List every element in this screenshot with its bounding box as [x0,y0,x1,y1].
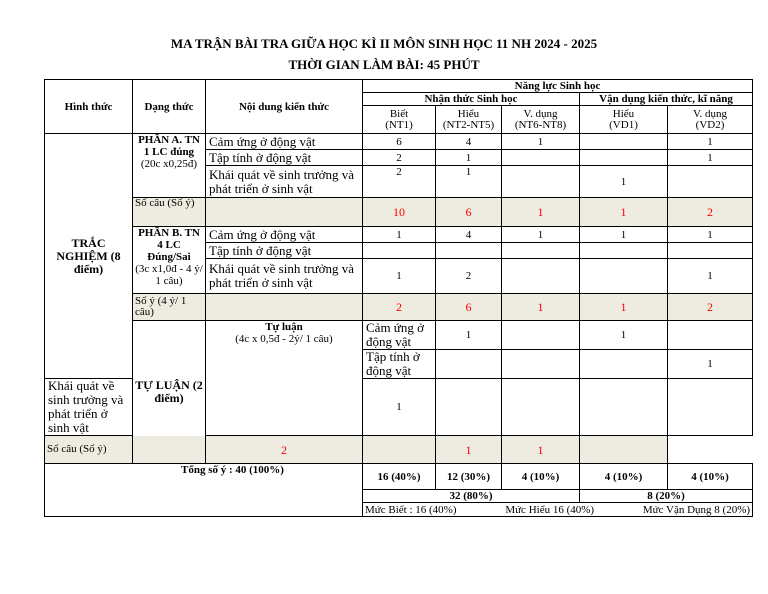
value-cell [502,321,580,350]
content-cell: Tập tính ở động vật [363,350,436,379]
header-vdung2: V. dụng (VD2) [668,106,753,134]
value-cell: 1 [668,350,753,379]
table-row [45,321,753,350]
table-row [45,227,753,243]
header-biet: Biết (NT1) [363,106,436,134]
header-noi-dung: Nội dung kiến thức [206,80,363,134]
empty-cell [206,294,363,321]
value-cell [580,379,668,436]
value-cell: 1 [580,166,668,198]
content-cell: Khái quát về sinh trưởng và phát triển ở sinh vật [206,259,363,294]
content-cell: Tập tính ở động vật [206,243,363,259]
value-cell: 2 [436,259,502,294]
content-cell: Cảm ứng ở động vật [206,134,363,150]
total-value: 12 (30%) [436,464,502,490]
total-label: Tổng số ý : 40 (100%) [45,464,363,517]
group-total-nhan-thuc: 32 (80%) [363,490,580,503]
summary-row [45,436,753,464]
header-hieu: Hiểu (NT2-NT5) [436,106,502,134]
value-cell [502,259,580,294]
muc-hieu: Mức Hiểu 16 (40%) [505,503,595,516]
content-cell: Cảm ứng ở động vật [363,321,436,350]
part-tu-luan: Tự luận (4c x 0,5đ - 2ý/ 1 câu) [206,321,363,436]
value-cell [580,243,668,259]
total-row [45,464,753,490]
summary-value: 10 [363,198,436,227]
value-cell: 1 [668,150,753,166]
summary-value: 1 [436,436,502,464]
header-hieu-vd: Hiểu (VD1) [580,106,668,134]
value-cell [502,150,580,166]
total-value: 4 (10%) [502,464,580,490]
summary-value: 1 [502,294,580,321]
summary-value: 6 [436,198,502,227]
value-cell: 6 [363,134,436,150]
level-summary [363,503,753,517]
value-cell: 1 [436,321,502,350]
summary-row [45,198,753,227]
value-cell: 1 [363,259,436,294]
empty-cell [206,198,363,227]
value-cell [580,134,668,150]
total-value: 4 (10%) [580,464,668,490]
value-cell [580,150,668,166]
summary-value: 2 [668,294,753,321]
value-cell [668,379,753,436]
value-cell [436,350,502,379]
summary-value: 2 [363,294,436,321]
summary-label: Số câu (Số ý) [133,198,206,227]
header-hinh-thuc: Hình thức [45,80,133,134]
summary-value: 6 [436,294,502,321]
summary-value: 2 [668,198,753,227]
value-cell: 1 [668,134,753,150]
header-vdung: V. dụng (NT6-NT8) [502,106,580,134]
value-cell: 1 [363,227,436,243]
content-cell: Khái quát về sinh trưởng và phát triển ở sinh vật [45,379,133,436]
total-value: 4 (10%) [668,464,753,490]
section-tu-luan: TỰ LUẬN (2 điểm) [133,321,206,464]
content-cell: Cảm ứng ở động vật [206,227,363,243]
summary-value: 1 [502,436,580,464]
summary-value: 1 [580,198,668,227]
header-nhan-thuc: Nhận thức Sinh học [363,93,580,106]
value-cell [668,321,753,350]
total-value: 16 (40%) [363,464,436,490]
summary-value: 1 [580,294,668,321]
value-cell [436,243,502,259]
muc-van-dung: Mức Vận Dụng 8 (20%) [642,503,751,516]
summary-row [45,294,753,321]
value-cell [502,350,580,379]
value-cell: 1 [668,227,753,243]
section-trac-nghiem: TRẮC NGHIỆM (8 điểm) [45,134,133,379]
value-cell [502,243,580,259]
summary-value [363,436,436,464]
summary-label: Số ý (4 ý/ 1 câu) [133,294,206,321]
part-a: PHẦN A. TN 1 LC đúng (20c x0,25đ) [133,134,206,198]
value-cell: 1 [436,150,502,166]
value-cell: 2 [363,150,436,166]
group-total-van-dung: 8 (20%) [580,490,753,503]
value-cell: 4 [436,134,502,150]
value-cell [502,379,580,436]
header-van-dung: Vận dụng kiến thức, kĩ năng [580,93,753,106]
value-cell: 1 [502,227,580,243]
value-cell: 1 [580,321,668,350]
muc-biet: Mức Biết : 16 (40%) [365,503,457,516]
content-cell: Tập tính ở động vật [206,150,363,166]
table-row [45,134,753,150]
value-cell: 1 [363,379,436,436]
value-cell: 1 [580,227,668,243]
header-dang-thuc: Dạng thức [133,80,206,134]
value-cell [580,350,668,379]
exam-matrix-table [44,79,753,517]
exam-duration: THỜI GIAN LÀM BÀI: 45 PHÚT [288,57,480,72]
value-cell [668,243,753,259]
value-cell [580,259,668,294]
value-cell: 1 [502,134,580,150]
value-cell: 1 [436,166,502,198]
summary-value: 2 [206,436,363,464]
summary-value [580,436,668,464]
value-cell [668,166,753,198]
part-b: PHẦN B. TN 4 LC Đúng/Sai (3c x1,0đ - 4 ý/ 1 câu) [133,227,206,294]
summary-value: 1 [502,198,580,227]
summary-label: Số câu (Số ý) [45,436,206,464]
value-cell: 4 [436,227,502,243]
header-nang-luc: Năng lực Sinh học [363,80,753,93]
document-title: MA TRẬN BÀI TRA GIỮA HỌC KÌ II MÔN SINH HỌC 11 NH 2024 - 2025 [170,36,598,51]
value-cell [436,379,502,436]
value-cell [502,166,580,198]
value-cell: 2 [363,166,436,198]
value-cell [363,243,436,259]
content-cell: Khái quát về sinh trưởng và phát triển ở sinh vật [206,166,363,198]
value-cell: 1 [668,259,753,294]
